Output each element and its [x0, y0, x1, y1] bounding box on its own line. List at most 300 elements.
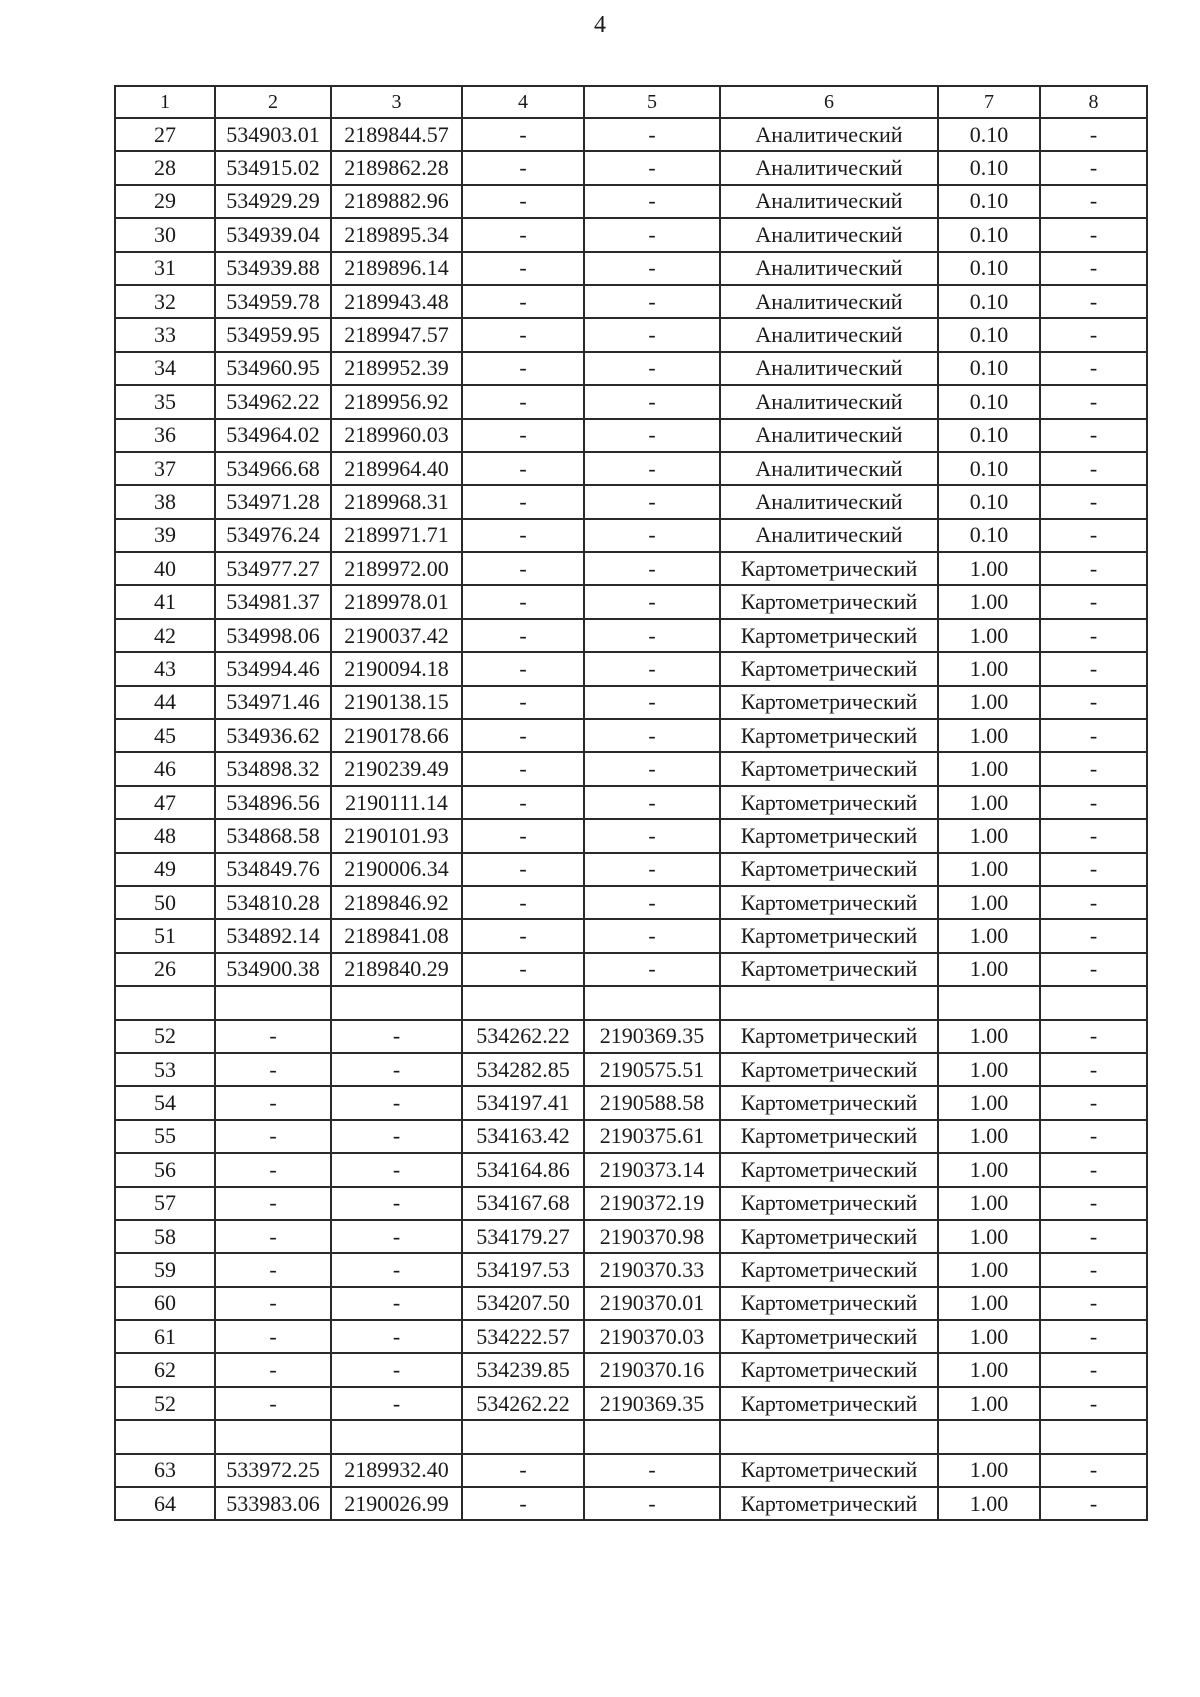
point-number-cell — [115, 1420, 215, 1453]
point-number-cell: 26 — [115, 953, 215, 986]
description-cell: - — [1040, 285, 1147, 318]
description-cell: - — [1040, 686, 1147, 719]
point-number-cell — [115, 986, 215, 1019]
accuracy-cell: 1.00 — [938, 1020, 1040, 1053]
description-cell: - — [1040, 652, 1147, 685]
table-row — [115, 786, 1147, 819]
table-row — [115, 853, 1147, 886]
column-header-6: 6 — [720, 86, 938, 118]
point-number-cell: 46 — [115, 752, 215, 785]
x-coord-existing-cell: 534994.46 — [215, 652, 331, 685]
point-number-cell: 47 — [115, 786, 215, 819]
method-cell: Картометрический — [720, 1220, 938, 1253]
method-cell: Картометрический — [720, 619, 938, 652]
x-coord-new-cell: - — [462, 419, 584, 452]
y-coord-new-cell: - — [584, 252, 720, 285]
description-cell: - — [1040, 552, 1147, 585]
y-coord-new-cell: - — [584, 585, 720, 618]
y-coord-new-cell: 2190369.35 — [584, 1387, 720, 1420]
description-cell: - — [1040, 385, 1147, 418]
x-coord-new-cell: - — [462, 185, 584, 218]
y-coord-existing-cell: - — [331, 1053, 462, 1086]
accuracy-cell — [938, 1420, 1040, 1453]
x-coord-new-cell: - — [462, 151, 584, 184]
description-cell: - — [1040, 853, 1147, 886]
accuracy-cell: 1.00 — [938, 1287, 1040, 1320]
table-row — [115, 485, 1147, 518]
y-coord-new-cell: - — [584, 1454, 720, 1487]
y-coord-new-cell: - — [584, 352, 720, 385]
x-coord-existing-cell: 533972.25 — [215, 1454, 331, 1487]
table-row — [115, 686, 1147, 719]
point-number-cell: 58 — [115, 1220, 215, 1253]
x-coord-existing-cell: 534998.06 — [215, 619, 331, 652]
table-row — [115, 1353, 1147, 1386]
y-coord-new-cell: 2190370.33 — [584, 1253, 720, 1286]
method-cell: Аналитический — [720, 252, 938, 285]
x-coord-new-cell: 534262.22 — [462, 1387, 584, 1420]
description-cell: - — [1040, 1353, 1147, 1386]
x-coord-new-cell: - — [462, 886, 584, 919]
point-number-cell: 59 — [115, 1253, 215, 1286]
table-row — [115, 419, 1147, 452]
x-coord-existing-cell: 534962.22 — [215, 385, 331, 418]
x-coord-existing-cell: 534960.95 — [215, 352, 331, 385]
y-coord-existing-cell: 2190101.93 — [331, 819, 462, 852]
accuracy-cell: 1.00 — [938, 752, 1040, 785]
x-coord-new-cell: - — [462, 619, 584, 652]
x-coord-existing-cell — [215, 1420, 331, 1453]
y-coord-new-cell: - — [584, 619, 720, 652]
method-cell: Картометрический — [720, 819, 938, 852]
description-cell: - — [1040, 1120, 1147, 1153]
description-cell: - — [1040, 1487, 1147, 1520]
accuracy-cell: 1.00 — [938, 1487, 1040, 1520]
method-cell: Картометрический — [720, 886, 938, 919]
x-coord-existing-cell: 534971.46 — [215, 686, 331, 719]
method-cell: Аналитический — [720, 118, 938, 151]
method-cell: Картометрический — [720, 719, 938, 752]
accuracy-cell: 1.00 — [938, 886, 1040, 919]
accuracy-cell: 0.10 — [938, 452, 1040, 485]
accuracy-cell: 0.10 — [938, 352, 1040, 385]
x-coord-new-cell: - — [462, 652, 584, 685]
table-row — [115, 185, 1147, 218]
accuracy-cell: 1.00 — [938, 585, 1040, 618]
x-coord-new-cell: - — [462, 218, 584, 251]
x-coord-new-cell: 534207.50 — [462, 1287, 584, 1320]
table-row — [115, 151, 1147, 184]
y-coord-existing-cell: 2189978.01 — [331, 585, 462, 618]
y-coord-new-cell: - — [584, 185, 720, 218]
y-coord-existing-cell: 2190239.49 — [331, 752, 462, 785]
x-coord-existing-cell: 534896.56 — [215, 786, 331, 819]
y-coord-new-cell: - — [584, 819, 720, 852]
x-coord-new-cell: - — [462, 485, 584, 518]
y-coord-existing-cell: 2189952.39 — [331, 352, 462, 385]
table-row — [115, 1187, 1147, 1220]
y-coord-new-cell: - — [584, 786, 720, 819]
y-coord-new-cell: 2190575.51 — [584, 1053, 720, 1086]
point-number-cell: 36 — [115, 419, 215, 452]
method-cell: Картометрический — [720, 1454, 938, 1487]
table-row — [115, 1387, 1147, 1420]
x-coord-new-cell: - — [462, 452, 584, 485]
x-coord-new-cell: - — [462, 819, 584, 852]
y-coord-existing-cell: 2189968.31 — [331, 485, 462, 518]
y-coord-existing-cell: 2190006.34 — [331, 853, 462, 886]
y-coord-existing-cell: 2190111.14 — [331, 786, 462, 819]
method-cell: Аналитический — [720, 185, 938, 218]
table-row — [115, 1020, 1147, 1053]
method-cell: Аналитический — [720, 452, 938, 485]
y-coord-existing-cell: 2189882.96 — [331, 185, 462, 218]
description-cell: - — [1040, 1153, 1147, 1186]
description-cell: - — [1040, 886, 1147, 919]
method-cell: Картометрический — [720, 1086, 938, 1119]
x-coord-existing-cell: 534939.04 — [215, 218, 331, 251]
column-header-5: 5 — [584, 86, 720, 118]
point-number-cell: 30 — [115, 218, 215, 251]
x-coord-existing-cell: 534971.28 — [215, 485, 331, 518]
x-coord-new-cell: - — [462, 519, 584, 552]
description-cell: - — [1040, 1253, 1147, 1286]
x-coord-existing-cell: 534900.38 — [215, 953, 331, 986]
point-number-cell: 49 — [115, 853, 215, 886]
method-cell: Аналитический — [720, 285, 938, 318]
x-coord-new-cell — [462, 1420, 584, 1453]
y-coord-new-cell: 2190370.01 — [584, 1287, 720, 1320]
y-coord-existing-cell: - — [331, 1353, 462, 1386]
x-coord-new-cell: - — [462, 719, 584, 752]
accuracy-cell: 0.10 — [938, 519, 1040, 552]
y-coord-new-cell: - — [584, 419, 720, 452]
column-header-2: 2 — [215, 86, 331, 118]
table-row — [115, 552, 1147, 585]
method-cell: Аналитический — [720, 419, 938, 452]
description-cell: - — [1040, 1086, 1147, 1119]
x-coord-existing-cell: - — [215, 1120, 331, 1153]
method-cell: Картометрический — [720, 686, 938, 719]
description-cell: - — [1040, 218, 1147, 251]
x-coord-new-cell: 534197.41 — [462, 1086, 584, 1119]
table-row — [115, 1320, 1147, 1353]
accuracy-cell: 1.00 — [938, 652, 1040, 685]
method-cell: Картометрический — [720, 1287, 938, 1320]
x-coord-existing-cell: 534959.78 — [215, 285, 331, 318]
x-coord-new-cell: - — [462, 585, 584, 618]
method-cell: Картометрический — [720, 585, 938, 618]
y-coord-existing-cell: - — [331, 1387, 462, 1420]
table-row — [115, 519, 1147, 552]
x-coord-existing-cell: 534959.95 — [215, 318, 331, 351]
y-coord-new-cell: - — [584, 886, 720, 919]
method-cell: Картометрический — [720, 1320, 938, 1353]
accuracy-cell: 0.10 — [938, 118, 1040, 151]
x-coord-existing-cell: 533983.06 — [215, 1487, 331, 1520]
description-cell: - — [1040, 1220, 1147, 1253]
x-coord-new-cell: 534222.57 — [462, 1320, 584, 1353]
y-coord-new-cell: - — [584, 285, 720, 318]
x-coord-existing-cell — [215, 986, 331, 1019]
point-number-cell: 54 — [115, 1086, 215, 1119]
y-coord-existing-cell — [331, 986, 462, 1019]
accuracy-cell: 1.00 — [938, 1353, 1040, 1386]
table-row — [115, 953, 1147, 986]
accuracy-cell: 0.10 — [938, 419, 1040, 452]
table-row — [115, 352, 1147, 385]
accuracy-cell: 0.10 — [938, 252, 1040, 285]
y-coord-existing-cell: 2190037.42 — [331, 619, 462, 652]
description-cell: - — [1040, 585, 1147, 618]
y-coord-existing-cell: 2189932.40 — [331, 1454, 462, 1487]
x-coord-new-cell: 534197.53 — [462, 1253, 584, 1286]
y-coord-existing-cell: 2189971.71 — [331, 519, 462, 552]
accuracy-cell: 1.00 — [938, 1454, 1040, 1487]
method-cell: Картометрический — [720, 1153, 938, 1186]
table-row — [115, 385, 1147, 418]
point-number-cell: 61 — [115, 1320, 215, 1353]
y-coord-new-cell: - — [584, 485, 720, 518]
method-cell: Картометрический — [720, 953, 938, 986]
method-cell: Аналитический — [720, 519, 938, 552]
accuracy-cell: 1.00 — [938, 953, 1040, 986]
accuracy-cell: 1.00 — [938, 1220, 1040, 1253]
method-cell: Картометрический — [720, 1120, 938, 1153]
x-coord-new-cell: - — [462, 352, 584, 385]
x-coord-existing-cell: 534981.37 — [215, 585, 331, 618]
point-number-cell: 33 — [115, 318, 215, 351]
accuracy-cell: 1.00 — [938, 1387, 1040, 1420]
method-cell: Картометрический — [720, 1020, 938, 1053]
accuracy-cell: 1.00 — [938, 853, 1040, 886]
x-coord-existing-cell: 534810.28 — [215, 886, 331, 919]
accuracy-cell: 1.00 — [938, 1120, 1040, 1153]
description-cell — [1040, 1420, 1147, 1453]
method-cell: Картометрический — [720, 1053, 938, 1086]
accuracy-cell — [938, 986, 1040, 1019]
x-coord-new-cell: - — [462, 1487, 584, 1520]
method-cell: Аналитический — [720, 385, 938, 418]
accuracy-cell: 0.10 — [938, 318, 1040, 351]
x-coord-new-cell: - — [462, 285, 584, 318]
x-coord-existing-cell: 534977.27 — [215, 552, 331, 585]
accuracy-cell: 1.00 — [938, 686, 1040, 719]
description-cell: - — [1040, 919, 1147, 952]
description-cell: - — [1040, 419, 1147, 452]
table-row — [115, 118, 1147, 151]
x-coord-new-cell: - — [462, 1454, 584, 1487]
y-coord-new-cell: 2190373.14 — [584, 1153, 720, 1186]
x-coord-existing-cell: - — [215, 1253, 331, 1286]
table-row — [115, 1287, 1147, 1320]
y-coord-new-cell: - — [584, 719, 720, 752]
x-coord-existing-cell: 534976.24 — [215, 519, 331, 552]
table-row — [115, 752, 1147, 785]
y-coord-existing-cell — [331, 1420, 462, 1453]
method-cell: Картометрический — [720, 853, 938, 886]
x-coord-new-cell: 534239.85 — [462, 1353, 584, 1386]
x-coord-existing-cell: 534915.02 — [215, 151, 331, 184]
x-coord-existing-cell: 534892.14 — [215, 919, 331, 952]
table-row — [115, 1487, 1147, 1520]
description-cell: - — [1040, 185, 1147, 218]
x-coord-existing-cell: 534849.76 — [215, 853, 331, 886]
x-coord-new-cell: - — [462, 853, 584, 886]
x-coord-new-cell: - — [462, 752, 584, 785]
accuracy-cell: 0.10 — [938, 385, 1040, 418]
table-row — [115, 1053, 1147, 1086]
y-coord-new-cell — [584, 986, 720, 1019]
point-number-cell: 64 — [115, 1487, 215, 1520]
x-coord-existing-cell: - — [215, 1053, 331, 1086]
description-cell: - — [1040, 1187, 1147, 1220]
x-coord-existing-cell: - — [215, 1187, 331, 1220]
x-coord-existing-cell: 534939.88 — [215, 252, 331, 285]
column-header-4: 4 — [462, 86, 584, 118]
y-coord-existing-cell: - — [331, 1220, 462, 1253]
method-cell: Картометрический — [720, 752, 938, 785]
method-cell: Картометрический — [720, 1253, 938, 1286]
point-number-cell: 27 — [115, 118, 215, 151]
x-coord-new-cell: 534163.42 — [462, 1120, 584, 1153]
point-number-cell: 52 — [115, 1387, 215, 1420]
x-coord-existing-cell: - — [215, 1086, 331, 1119]
x-coord-new-cell: - — [462, 786, 584, 819]
y-coord-new-cell: 2190588.58 — [584, 1086, 720, 1119]
accuracy-cell: 1.00 — [938, 1253, 1040, 1286]
accuracy-cell: 1.00 — [938, 1153, 1040, 1186]
point-number-cell: 45 — [115, 719, 215, 752]
y-coord-new-cell: 2190370.03 — [584, 1320, 720, 1353]
point-number-cell: 38 — [115, 485, 215, 518]
x-coord-new-cell: - — [462, 686, 584, 719]
method-cell: Аналитический — [720, 485, 938, 518]
y-coord-existing-cell: - — [331, 1253, 462, 1286]
x-coord-new-cell: 534262.22 — [462, 1020, 584, 1053]
y-coord-new-cell: 2190369.35 — [584, 1020, 720, 1053]
method-cell: Картометрический — [720, 552, 938, 585]
x-coord-existing-cell: - — [215, 1220, 331, 1253]
table-row — [115, 1454, 1147, 1487]
x-coord-new-cell: 534164.86 — [462, 1153, 584, 1186]
accuracy-cell: 1.00 — [938, 919, 1040, 952]
x-coord-new-cell: - — [462, 118, 584, 151]
x-coord-new-cell — [462, 986, 584, 1019]
y-coord-existing-cell: 2189895.34 — [331, 218, 462, 251]
x-coord-existing-cell: - — [215, 1353, 331, 1386]
point-number-cell: 60 — [115, 1287, 215, 1320]
x-coord-existing-cell: 534929.29 — [215, 185, 331, 218]
description-cell: - — [1040, 118, 1147, 151]
x-coord-existing-cell: 534964.02 — [215, 419, 331, 452]
y-coord-new-cell: - — [584, 652, 720, 685]
x-coord-existing-cell: 534898.32 — [215, 752, 331, 785]
point-number-cell: 42 — [115, 619, 215, 652]
y-coord-existing-cell: 2189960.03 — [331, 419, 462, 452]
y-coord-existing-cell: 2190178.66 — [331, 719, 462, 752]
point-number-cell: 48 — [115, 819, 215, 852]
description-cell: - — [1040, 719, 1147, 752]
description-cell: - — [1040, 252, 1147, 285]
accuracy-cell: 1.00 — [938, 719, 1040, 752]
point-number-cell: 29 — [115, 185, 215, 218]
accuracy-cell: 1.00 — [938, 552, 1040, 585]
y-coord-new-cell: - — [584, 552, 720, 585]
table-row — [115, 252, 1147, 285]
x-coord-new-cell: - — [462, 385, 584, 418]
x-coord-new-cell: - — [462, 919, 584, 952]
point-number-cell: 44 — [115, 686, 215, 719]
table-row — [115, 1120, 1147, 1153]
table-row — [115, 452, 1147, 485]
point-number-cell: 56 — [115, 1153, 215, 1186]
description-cell: - — [1040, 819, 1147, 852]
y-coord-new-cell: 2190370.16 — [584, 1353, 720, 1386]
x-coord-new-cell: - — [462, 552, 584, 585]
method-cell: Картометрический — [720, 652, 938, 685]
x-coord-existing-cell: - — [215, 1320, 331, 1353]
description-cell: - — [1040, 786, 1147, 819]
y-coord-new-cell: - — [584, 118, 720, 151]
table-row — [115, 886, 1147, 919]
y-coord-new-cell: - — [584, 452, 720, 485]
accuracy-cell: 0.10 — [938, 285, 1040, 318]
table-row — [115, 318, 1147, 351]
y-coord-new-cell: - — [584, 218, 720, 251]
y-coord-new-cell: - — [584, 318, 720, 351]
x-coord-new-cell: - — [462, 953, 584, 986]
point-number-cell: 32 — [115, 285, 215, 318]
point-number-cell: 39 — [115, 519, 215, 552]
point-number-cell: 43 — [115, 652, 215, 685]
y-coord-existing-cell: 2189841.08 — [331, 919, 462, 952]
table-row — [115, 218, 1147, 251]
y-coord-existing-cell: - — [331, 1086, 462, 1119]
point-number-cell: 37 — [115, 452, 215, 485]
y-coord-new-cell: - — [584, 953, 720, 986]
y-coord-new-cell: 2190375.61 — [584, 1120, 720, 1153]
accuracy-cell: 0.10 — [938, 485, 1040, 518]
description-cell: - — [1040, 1053, 1147, 1086]
description-cell: - — [1040, 752, 1147, 785]
y-coord-new-cell: - — [584, 853, 720, 886]
y-coord-existing-cell: 2190026.99 — [331, 1487, 462, 1520]
x-coord-existing-cell: 534936.62 — [215, 719, 331, 752]
accuracy-cell: 1.00 — [938, 1187, 1040, 1220]
description-cell: - — [1040, 519, 1147, 552]
y-coord-existing-cell: 2189862.28 — [331, 151, 462, 184]
x-coord-existing-cell: - — [215, 1020, 331, 1053]
point-number-cell: 40 — [115, 552, 215, 585]
column-header-1: 1 — [115, 86, 215, 118]
description-cell: - — [1040, 619, 1147, 652]
accuracy-cell: 0.10 — [938, 185, 1040, 218]
x-coord-new-cell: - — [462, 318, 584, 351]
point-number-cell: 51 — [115, 919, 215, 952]
method-cell: Аналитический — [720, 352, 938, 385]
accuracy-cell: 1.00 — [938, 1086, 1040, 1119]
x-coord-new-cell: 534282.85 — [462, 1053, 584, 1086]
method-cell: Аналитический — [720, 218, 938, 251]
method-cell — [720, 986, 938, 1019]
y-coord-existing-cell: - — [331, 1120, 462, 1153]
y-coord-existing-cell: - — [331, 1020, 462, 1053]
method-cell: Картометрический — [720, 1487, 938, 1520]
table-row — [115, 585, 1147, 618]
point-number-cell: 55 — [115, 1120, 215, 1153]
method-cell: Картометрический — [720, 786, 938, 819]
